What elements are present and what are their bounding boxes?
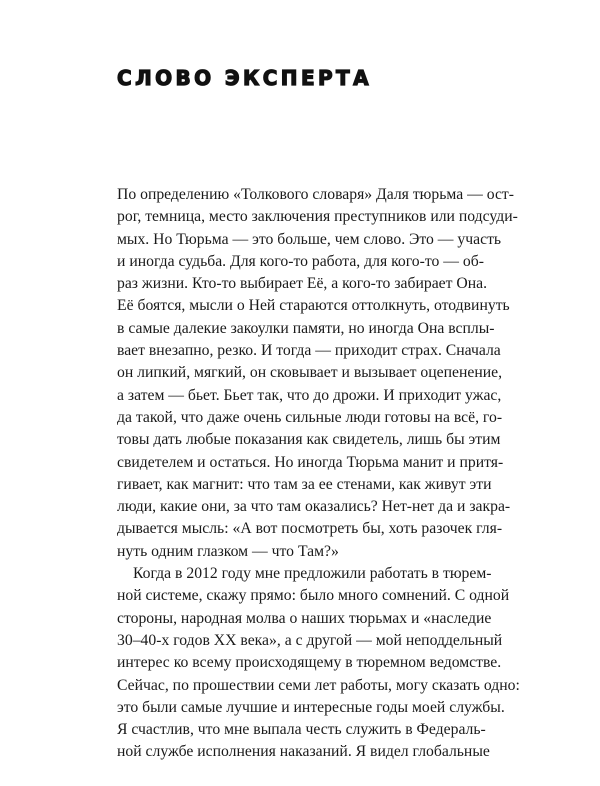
text-line: и иногда судьба. Для кого-то работа, для кого-то — об- [117,252,484,270]
text-line: дывается мысль: «А вот посмотреть бы, хоть разочек гля- [117,520,503,538]
text-line: в самые далекие закоулки памяти, но иногда Она всплы- [117,319,495,337]
body-text [117,184,520,786]
text-line: 30–40-х годов XX века», а с другой — мой неподдельный [117,631,503,649]
text-line: товы дать любые показания как свидетель, лишь бы этим [117,431,501,449]
text-line: рог, темница, место заключения преступников или подсуди- [117,208,518,226]
text-line: Когда в 2012 году мне предложили работать в тюрем- [133,565,492,583]
text-line: интерес ко всему происходящему в тюремном ведомстве. [117,654,502,672]
text-line: ной службе исполнения наказаний. Я видел глобальные [117,743,490,761]
text-line: гивает, как магнит: что там за ее стенами, как живут эти [117,475,492,493]
text-line: он липкий, мягкий, он сковывает и вызывает оцепенение, [117,364,503,382]
text-line: Её боятся, мысли о Ней стараются оттолкнуть, отодвинуть [117,297,510,315]
text-line: это были самые лучшие и интересные годы моей службы. [117,698,505,716]
section-heading: СЛОВО ЭКСПЕРТА [117,66,372,90]
text-line: мых. Но Тюрьма — это больше, чем слово. Это — участь [117,230,502,248]
text-line: вает внезапно, резко. И тогда — приходит страх. Сначала [117,342,501,360]
paragraph-1 [117,184,518,563]
text-line: люди, какие они, за что там оказались? Нет-нет да и закра- [117,498,511,516]
text-line: нуть одним глазком — что Там?» [117,542,339,560]
text-line: да такой, что даже очень сильные люди готовы на всё, го- [117,408,503,426]
text-line: Я счастлив, что мне выпала честь служить в Федераль- [117,721,486,739]
paragraph-2 [117,563,520,786]
text-line: раз жизни. Кто-то выбирает Её, а кого-то забирает Она. [117,275,488,293]
text-line: По определению «Толкового словаря» Даля тюрьма — ост- [117,186,514,203]
text-line: свидетелем и остаться. Но иногда Тюрьма манит и притя- [117,453,504,471]
text-line: Сейчас, по прошествии семи лет работы, могу сказать одно: [117,676,520,694]
text-line: а затем — бьет. Бьет так, что до дрожи. И приходит ужас, [117,386,502,404]
text-line: ной системе, скажу прямо: было много сомнений. С одной [117,587,510,605]
text-line: стороны, народная молва о наших тюрьмах и «наследие [117,609,492,627]
text-line [117,764,483,786]
